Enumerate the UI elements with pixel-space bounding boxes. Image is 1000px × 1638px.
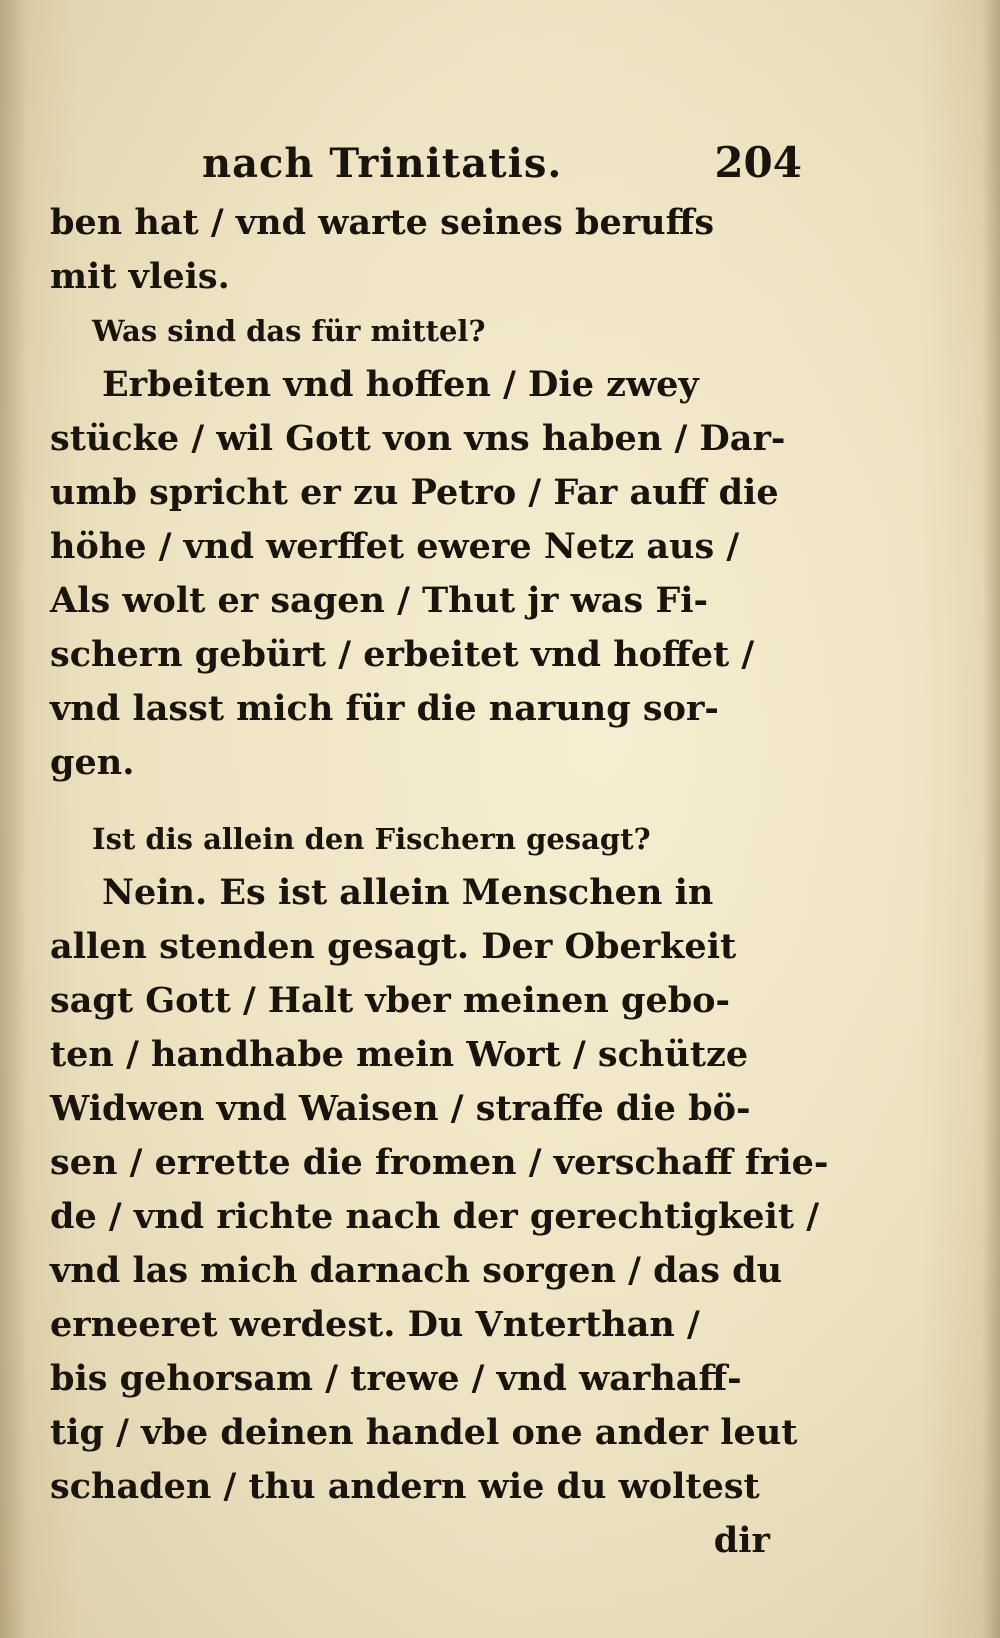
- text-line: vnd las mich darnach sorgen / das du: [50, 1250, 783, 1291]
- text-line: Widwen vnd Waisen / straffe die bö-: [50, 1088, 751, 1129]
- text-line: Nein. Es ist allein Menschen in: [102, 872, 714, 913]
- text-line: schaden / thu andern wie du woltest: [50, 1466, 760, 1507]
- text-line: ben hat / vnd warte seines beruffs: [50, 202, 715, 243]
- page-edge-shadow: [982, 0, 1000, 1638]
- text-line: umb spricht er zu Petro / Far auff die: [50, 472, 779, 513]
- text-line: ten / handhabe mein Wort / schütze: [50, 1034, 749, 1075]
- text-line: sen / errette die fromen / verschaff frie-: [50, 1142, 829, 1183]
- text-line: mit vleis.: [50, 256, 230, 297]
- text-line: Erbeiten vnd hoffen / Die zwey: [102, 364, 699, 405]
- text-line: gen.: [50, 742, 135, 783]
- page-header: [50, 138, 810, 196]
- page-number: 204: [714, 138, 802, 187]
- question-heading: Was sind das für mittel?: [92, 314, 486, 348]
- question-heading: Ist dis allein den Fischern gesagt?: [92, 822, 651, 856]
- text-line: vnd lasst mich für die narung sor-: [50, 688, 719, 729]
- text-line: stücke / wil Gott von vns haben / Dar-: [50, 418, 786, 459]
- text-line: bis gehorsam / trewe / vnd warhaff-: [50, 1358, 742, 1399]
- text-line: schern gebürt / erbeitet vnd hoffet /: [50, 634, 755, 675]
- text-line: allen stenden gesagt. Der Oberkeit: [50, 926, 737, 967]
- page-text: [50, 138, 829, 1568]
- running-head: nach Trinitatis.: [202, 140, 563, 187]
- text-line: erneeret werdest. Du Vnterthan /: [50, 1304, 700, 1345]
- text-line: de / vnd richte nach der gerechtigkeit /: [50, 1196, 819, 1237]
- text-line: Als wolt er sagen / Thut jr was Fi-: [50, 580, 709, 621]
- text-line: höhe / vnd werffet ewere Netz aus /: [50, 526, 740, 567]
- text-line: sagt Gott / Halt vber meinen gebo-: [50, 980, 731, 1021]
- text-line: tig / vbe deinen handel one ander leut: [50, 1412, 798, 1453]
- catchword: dir: [713, 1520, 770, 1561]
- page-gutter-shadow: [0, 0, 28, 1638]
